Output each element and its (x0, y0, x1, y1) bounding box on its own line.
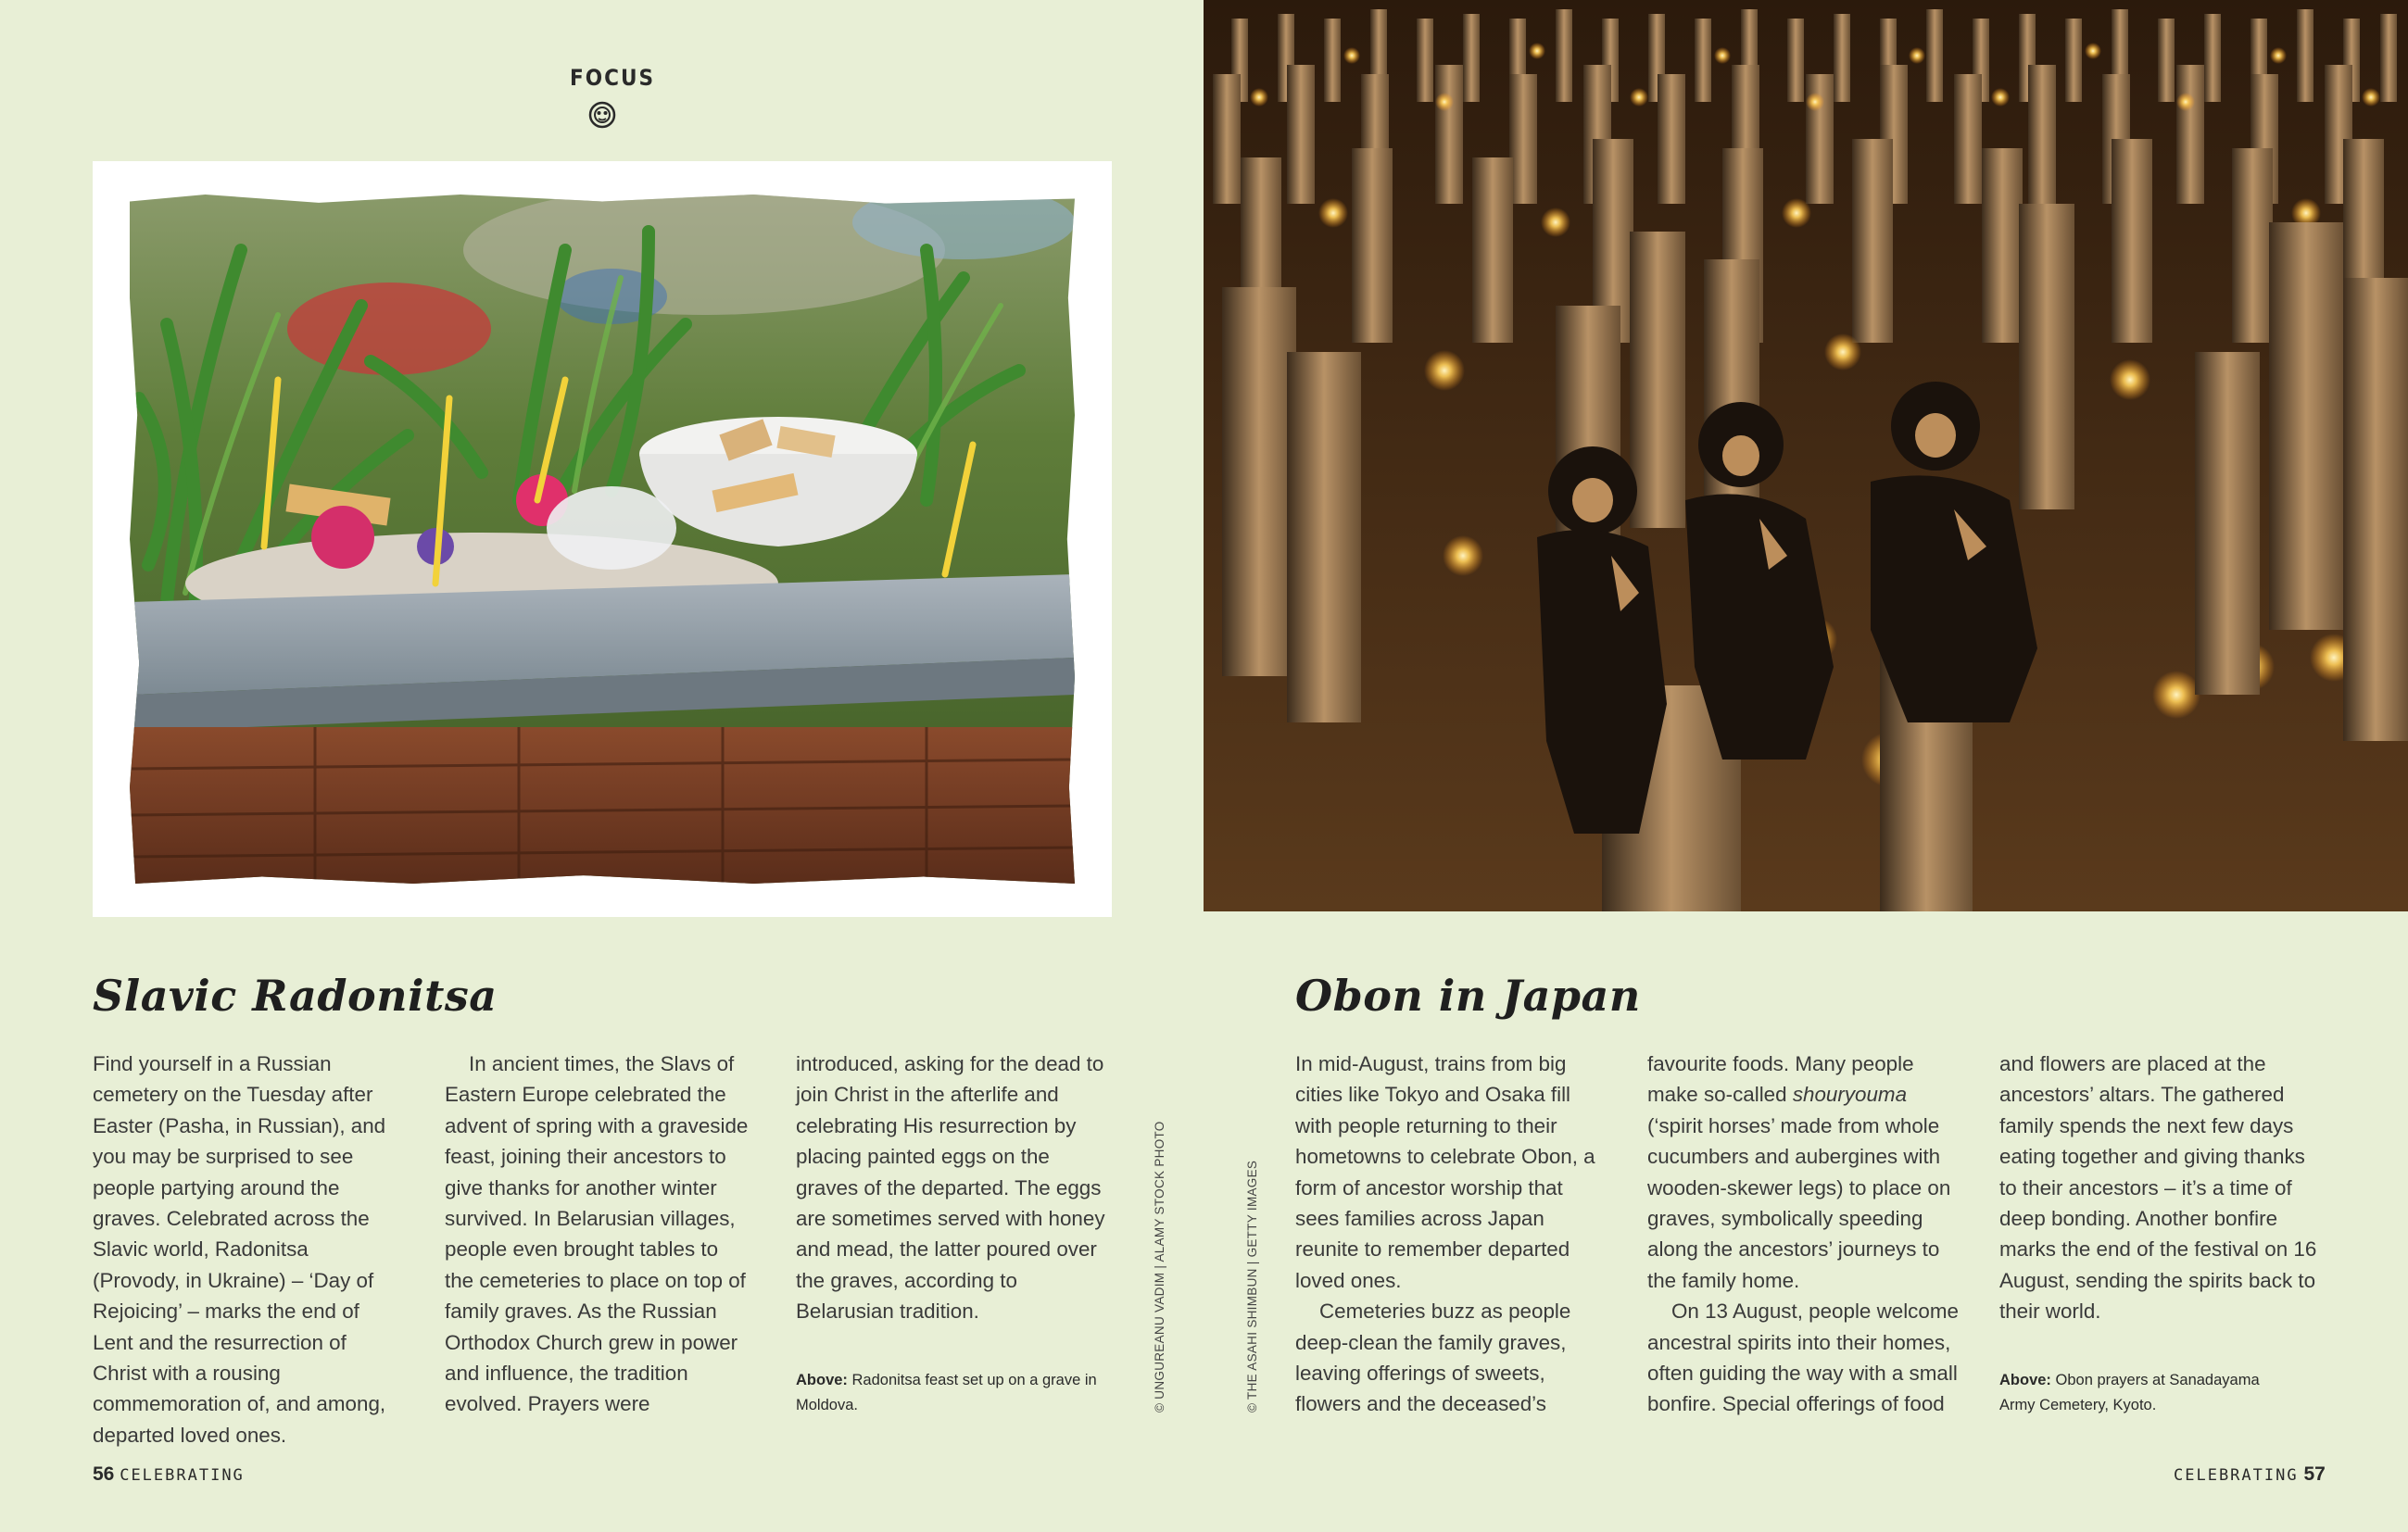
body-text-italic: shouryouma (1792, 1083, 1908, 1107)
text-column-4 (1295, 1049, 1601, 1420)
body-paragraph: Cemeteries buzz as people deep-clean the family graves, leaving offerings of sweets, flowers and the deceased’s (1295, 1300, 1571, 1416)
body-paragraph: In ancient times, the Slavs of Eastern Europe celebrated the advent of spring with a graveside feast, joining their ancestors to give thanks for another winter survived. In Belarusian villages, people even brought tables to the cemeteries to place on top of family graves. As the Russian Orthodox Church grew in power and influence, the tradition evolved. Prayers were (445, 1052, 749, 1416)
radonitsa-photo-frame (93, 161, 1112, 917)
page-footer (93, 1463, 245, 1486)
section-heading-radonitsa: Slavic Radonitsa (93, 971, 498, 1021)
body-paragraph: Find yourself in a Russian cemetery on the Tuesday after Easter (Pasha, in Russian), and you may be surprised to see people partying around the graves. Celebrated across the Slavic world, Radonitsa (Provody, in Ukraine) – ‘Day of Rejoicing’ – marks the end of Lent and the resurrection of Christ with a rousing commemoration of, and among, departed loved ones. (93, 1052, 386, 1447)
body-paragraph: introduced, asking for the dead to join Christ in the afterlife and celebrating His resurrection by placing painted eggs on the graves of the departed. The eggs are sometimes served with honey and mead, the latter poured over the graves, according to Belarusian tradition. (796, 1052, 1105, 1324)
obon-prayers-photo (1204, 0, 2408, 911)
body-paragraph: On 13 August, people welcome ancestral spirits into their homes, often guiding the way with a small bonfire. Special offerings of food (1647, 1300, 1959, 1416)
ornament-skull-icon (587, 100, 617, 130)
body-paragraph (1647, 1049, 1967, 1296)
section-heading-obon: Obon in Japan (1295, 971, 1641, 1021)
caption-label: Above: (1999, 1372, 2051, 1388)
text-column-5 (1647, 1049, 1967, 1420)
radonitsa-feast-photo (130, 195, 1075, 884)
page-number: 56 (93, 1463, 115, 1485)
body-text: (‘spirit horses’ made from whole cucumbers and aubergines with wooden-skewer legs) to place on graves, symbolically speeding along the ancestors’ journeys to the family home. (1647, 1113, 1951, 1292)
caption-text: Radonitsa feast set up on a grave in Moldova. (796, 1372, 1097, 1413)
text-column-6 (1999, 1049, 2319, 1327)
section-name: CELEBRATING (2174, 1466, 2299, 1485)
page-number: 57 (2303, 1463, 2326, 1485)
photo-caption (1999, 1368, 2277, 1418)
page-footer (2174, 1463, 2326, 1486)
caption-text: Obon prayers at Sanadayama Army Cemetery, Kyoto. (1999, 1372, 2260, 1413)
body-text: favourite foods. Many people make so-called (1647, 1052, 1914, 1107)
photo-credit: © THE ASAHI SHIMBUN | GETTY IMAGES (1245, 1160, 1259, 1413)
photo-credit: © UNGUREANU VADIM | ALAMY STOCK PHOTO (1153, 1121, 1166, 1413)
body-paragraph: and flowers are placed at the ancestors’ altars. The gathered family spends the next few days eating together and giving thanks to their ancestors – it’s a time of deep bonding. Another bonfire marks the end of the festival on 16 August, sending the spirits back to their world. (1999, 1052, 2317, 1324)
photo-caption (796, 1368, 1116, 1418)
caption-label: Above: (796, 1372, 848, 1388)
text-column-3 (796, 1049, 1116, 1327)
section-name: CELEBRATING (120, 1466, 245, 1485)
section-label: FOCUS (570, 65, 656, 91)
body-paragraph: In mid-August, trains from big cities like Tokyo and Osaka fill with people returning to their hometowns to celebrate Obon, a form of ancestor worship that sees families across Japan reunite to remember departed loved ones. (1295, 1052, 1595, 1292)
text-column-1 (93, 1049, 398, 1450)
text-column-2 (445, 1049, 750, 1420)
